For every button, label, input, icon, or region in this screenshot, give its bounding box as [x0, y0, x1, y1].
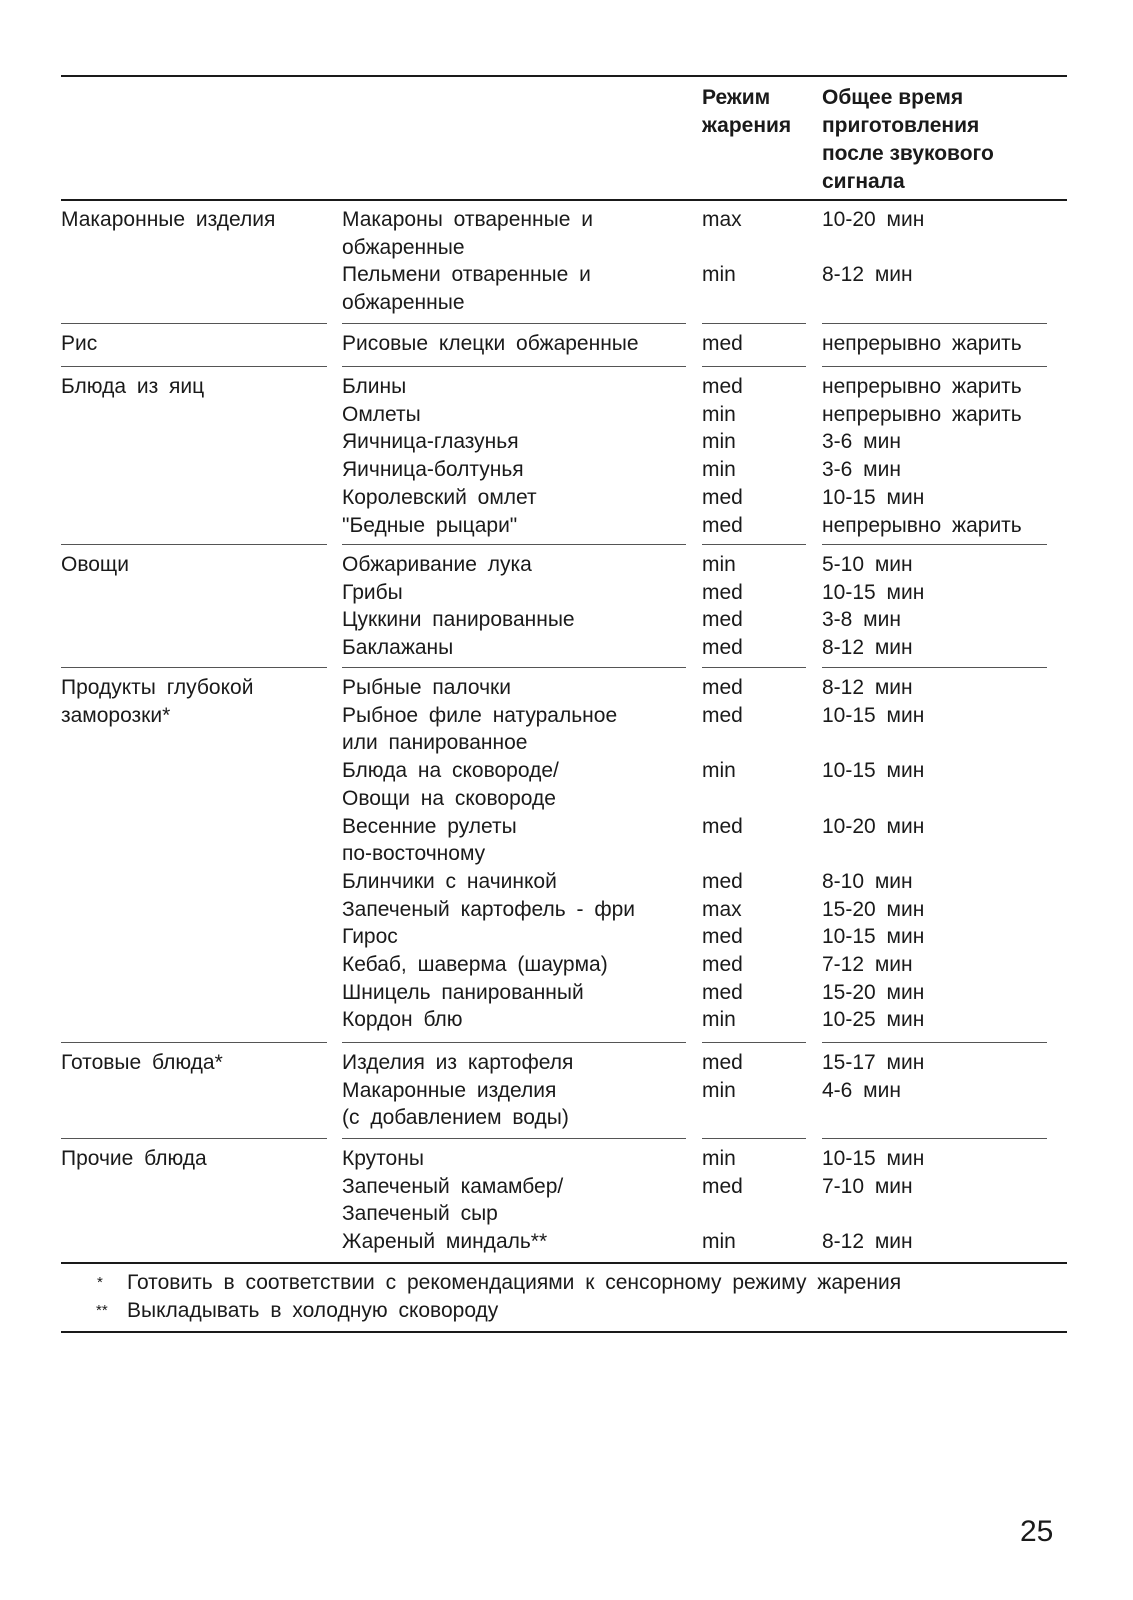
row-separator [822, 544, 1047, 545]
frying-mode: med [702, 925, 743, 949]
row-separator [61, 1042, 327, 1043]
dish-name: "Бедные рыцари" [342, 513, 518, 537]
frying-mode: min [702, 1008, 736, 1032]
footnote-text: Готовить в соответствии с рекомендациями к сенсорному режиму жарения [127, 1271, 902, 1294]
header-time: Общее время приготовления после звукового сигнала [822, 86, 994, 193]
cooking-time: 8-12 мин [822, 263, 913, 287]
top-rule [61, 75, 1067, 77]
dish-name: Пельмени отваренные и [342, 263, 591, 287]
cooking-time: 5-10 мин [822, 553, 913, 576]
cooking-time: 7-12 мин [822, 953, 913, 976]
row-separator [61, 544, 327, 545]
dish-name: Яичница-болтунья [342, 458, 524, 482]
dish-name: Макароны отваренные и [342, 208, 593, 231]
dish-name: Блинчики с начинкой [342, 869, 557, 893]
dish-name: Шницель панированный [342, 980, 584, 1004]
dish-name: Изделия из картофеля [342, 1051, 574, 1074]
dish-name: Рыбные палочки [342, 676, 511, 699]
frying-mode: max [702, 208, 742, 231]
dish-name: Омлеты [342, 402, 421, 426]
cooking-time: 10-20 мин [822, 208, 925, 231]
cooking-time: 15-20 мин [822, 980, 925, 1004]
frying-mode: med [702, 485, 743, 509]
dish-name: Крутоны [342, 1147, 424, 1170]
dish-name: Яичница-глазунья [342, 430, 519, 454]
dish-name: Кебаб, шаверма (шаурма) [342, 953, 608, 976]
row-separator [61, 1138, 327, 1139]
category-label: Блюда из яиц [61, 375, 205, 398]
dish-name: Цуккини панированные [342, 608, 575, 632]
footnote-bottom-rule [61, 1331, 1067, 1333]
cooking-time: 3-8 мин [822, 608, 901, 632]
header-mode: Режим жарения [702, 86, 792, 137]
dish-name: Блины [342, 375, 407, 398]
cooking-time: 10-15 мин [822, 485, 925, 509]
cooking-time: 8-12 мин [822, 636, 913, 660]
category-label: Макаронные изделия [61, 208, 276, 231]
row-separator [702, 1138, 806, 1139]
dish-name: Королевский омлет [342, 485, 537, 509]
cooking-time: 15-20 мин [822, 897, 925, 921]
cooking-time: 3-6 мин [822, 430, 901, 454]
dish-name: Запеченый сыр [342, 1202, 498, 1226]
dish-name: Блюда на сковороде/ [342, 759, 559, 783]
row-separator [822, 667, 1047, 668]
dish-name: Жареный миндаль** [342, 1230, 548, 1254]
footnote-mark: * [97, 1274, 103, 1291]
frying-mode: med [702, 1051, 743, 1074]
footnote-text: Выкладывать в холодную сковороду [127, 1299, 499, 1322]
dish-name: Весенние рулеты [342, 814, 517, 838]
cooking-time: 10-15 мин [822, 925, 925, 949]
row-separator [61, 323, 327, 324]
frying-mode: med [702, 814, 743, 838]
frying-mode: min [702, 759, 736, 783]
row-separator [822, 323, 1047, 324]
frying-mode: min [702, 553, 736, 576]
dish-name: обжаренные [342, 235, 465, 259]
cooking-time: 10-15 мин [822, 703, 925, 727]
category-label: заморозки* [61, 703, 171, 727]
row-separator [61, 667, 327, 668]
frying-mode: med [702, 980, 743, 1004]
row-separator [702, 544, 806, 545]
frying-mode: med [702, 953, 743, 976]
dish-name: Кордон блю [342, 1008, 463, 1032]
dish-name: Рыбное филе натуральное [342, 703, 618, 727]
dish-name: Гирос [342, 925, 398, 949]
cooking-time: 8-12 мин [822, 1230, 913, 1254]
cooking-time: 8-10 мин [822, 869, 913, 893]
cooking-time: непрерывно жарить [822, 332, 1022, 355]
frying-mode: min [702, 458, 736, 482]
dish-name: Баклажаны [342, 636, 454, 660]
dish-name: обжаренные [342, 291, 465, 315]
cooking-time: 7-10 мин [822, 1174, 913, 1198]
frying-mode: med [702, 580, 743, 604]
row-separator [342, 323, 686, 324]
cooking-time: непрерывно жарить [822, 513, 1022, 537]
frying-mode: min [702, 1147, 736, 1170]
row-separator [342, 667, 686, 668]
dish-name: по-восточному [342, 842, 486, 866]
frying-mode: med [702, 608, 743, 632]
cooking-time: 8-12 мин [822, 676, 913, 699]
dish-name: Грибы [342, 580, 403, 604]
cooking-time: 15-17 мин [822, 1051, 925, 1074]
dish-name: или панированное [342, 731, 528, 755]
frying-mode: med [702, 1174, 743, 1198]
frying-mode: med [702, 513, 743, 537]
category-label: Овощи [61, 553, 129, 576]
frying-mode: med [702, 636, 743, 660]
page-number: 25 [1020, 1515, 1054, 1548]
header-rule [61, 199, 1067, 201]
frying-mode: med [702, 676, 743, 699]
row-separator [61, 366, 327, 367]
row-separator [702, 323, 806, 324]
category-label: Прочие блюда [61, 1147, 207, 1170]
frying-mode: min [702, 430, 736, 454]
category-label: Продукты глубокой [61, 676, 254, 699]
row-separator [822, 1138, 1047, 1139]
category-label: Готовые блюда* [61, 1051, 223, 1074]
row-separator [342, 1042, 686, 1043]
dish-name: Макаронные изделия [342, 1078, 557, 1102]
row-separator [342, 1138, 686, 1139]
row-separator [702, 667, 806, 668]
frying-mode: min [702, 1230, 736, 1254]
cooking-time: 10-15 мин [822, 759, 925, 783]
row-separator [342, 544, 686, 545]
dish-name: Рисовые клецки обжаренные [342, 332, 639, 355]
frying-mode: min [702, 263, 736, 287]
table-bottom-rule [61, 1262, 1067, 1264]
dish-name: Обжаривание лука [342, 553, 532, 576]
dish-name: Запеченый камамбер/ [342, 1174, 564, 1198]
cooking-time: 4-6 мин [822, 1078, 901, 1102]
dish-name: (с добавлением воды) [342, 1106, 569, 1130]
cooking-time: 10-15 мин [822, 580, 925, 604]
cooking-time: 10-20 мин [822, 814, 925, 838]
row-separator [822, 1042, 1047, 1043]
cooking-time: непрерывно жарить [822, 375, 1022, 398]
cooking-time: 3-6 мин [822, 458, 901, 482]
cooking-time: 10-15 мин [822, 1147, 925, 1170]
footnote-mark: ** [96, 1302, 108, 1319]
row-separator [822, 366, 1047, 367]
cooking-time: непрерывно жарить [822, 402, 1022, 426]
category-label: Рис [61, 332, 98, 355]
row-separator [702, 366, 806, 367]
frying-mode: max [702, 897, 742, 921]
frying-mode: med [702, 332, 743, 355]
frying-mode: min [702, 1078, 736, 1102]
dish-name: Овощи на сковороде [342, 786, 556, 810]
row-separator [342, 366, 686, 367]
frying-mode: med [702, 703, 743, 727]
frying-mode: min [702, 402, 736, 426]
cooking-time: 10-25 мин [822, 1008, 925, 1032]
row-separator [702, 1042, 806, 1043]
dish-name: Запеченый картофель - фри [342, 897, 636, 921]
frying-mode: med [702, 375, 743, 398]
frying-mode: med [702, 869, 743, 893]
